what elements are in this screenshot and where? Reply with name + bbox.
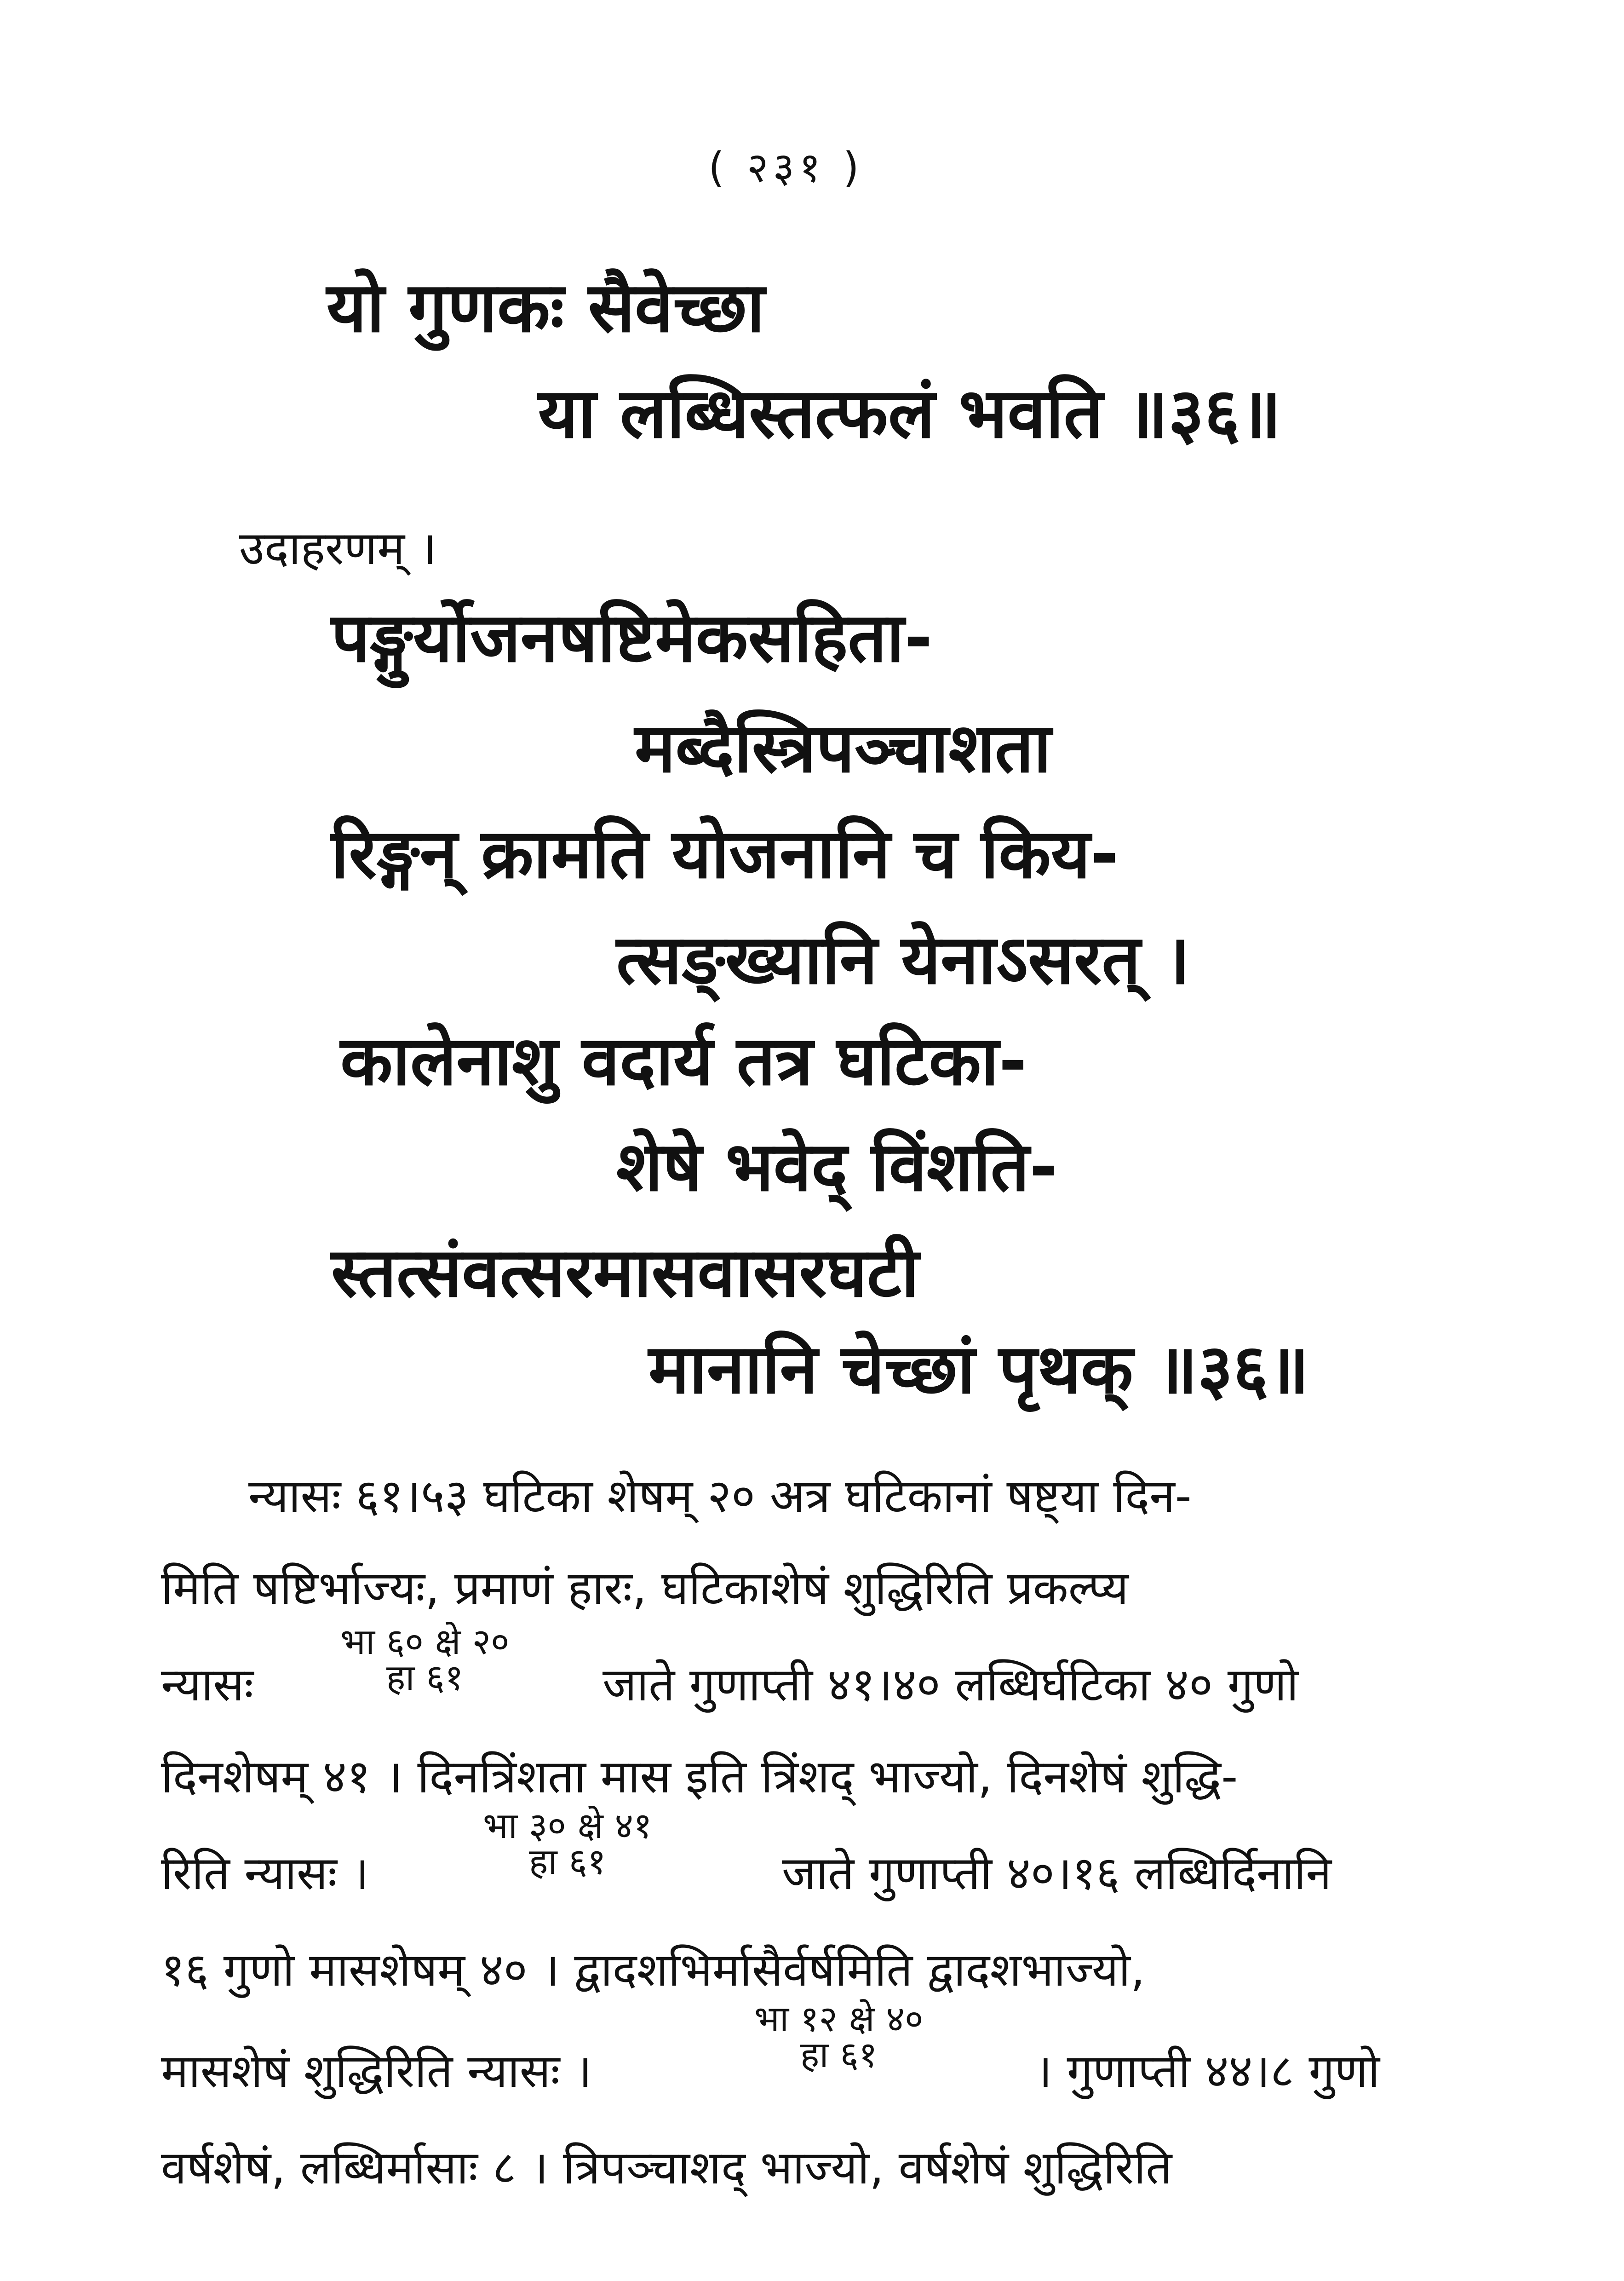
example-verse-line-2: मब्दैस्त्रिपञ्चाशता bbox=[635, 708, 1051, 788]
example-verse-line-7: स्तत्संवत्सरमासवासरघटी bbox=[331, 1233, 919, 1312]
fraction-1-top: भा ६० क्षे २० bbox=[340, 1621, 510, 1663]
rule-verse-line-1: यो गुणकः सैवेच्छा bbox=[327, 268, 765, 348]
fraction-3-top: भा १२ क्षे ४० bbox=[754, 1999, 924, 2040]
commentary-line-1: न्यासः ६१।५३ घटिका शेषम् २० अत्र घटिकानां षष्ट्या दिन- bbox=[248, 1469, 1192, 1523]
fraction-3-bottom: हा ६१ bbox=[800, 2034, 878, 2076]
example-verse-line-3: रिङ्गन् क्रामति योजनानि च किय- bbox=[331, 814, 1119, 893]
commentary-line-2: मिति षष्टिर्भाज्यः, प्रमाणं हारः, घटिकाशेषं शुद्धिरिति प्रकल्प्य bbox=[161, 1561, 1129, 1615]
fraction-1-bottom: हा ६१ bbox=[386, 1657, 464, 1699]
commentary-line-5-end: जाते गुणाप्ती ४०।१६ लब्धिर्दिनानि bbox=[782, 1846, 1331, 1900]
fraction-2-top: भा ३० क्षे ४१ bbox=[483, 1805, 652, 1847]
example-label: उदाहरणम् । bbox=[239, 521, 437, 575]
example-verse-line-1: पङ्गुर्योजनषष्टिमेकसहिता- bbox=[331, 598, 933, 677]
commentary-line-7-start: मासशेषं शुद्धिरिति न्यासः । bbox=[161, 2044, 592, 2098]
example-verse-line-4: त्सङ्ख्यानि येनाऽसरत् । bbox=[616, 920, 1190, 999]
fraction-2-bottom: हा ६१ bbox=[529, 1841, 606, 1883]
nyasa-fraction-1 bbox=[340, 1621, 510, 1699]
example-verse-line-6: शेषे भवेद् विंशति- bbox=[616, 1127, 1058, 1206]
commentary-line-8: वर्षशेषं, लब्धिर्मासाः ८ । त्रिपञ्चाशद् भाज्यो, वर्षशेषं शुद्धिरिति bbox=[161, 2141, 1172, 2195]
commentary-line-7-end: । गुणाप्ती ४४।८ गुणो bbox=[1035, 2044, 1380, 2098]
example-verse-line-8: मानानि चेच्छां पृथक् ॥३६॥ bbox=[648, 1330, 1309, 1409]
nyasa-fraction-3 bbox=[754, 1999, 924, 2076]
commentary-line-6: १६ गुणो मासशेषम् ४० । द्वादशभिर्मासैर्वर्षमिति द्वादशभाज्यो, bbox=[161, 1943, 1145, 1997]
commentary-line-4: दिनशेषम् ४१ । दिनत्रिंशता मास इति त्रिंशद् भाज्यो, दिनशेषं शुद्धि- bbox=[161, 1750, 1238, 1803]
commentary-line-3-start: न्यासः bbox=[161, 1658, 254, 1711]
nyasa-fraction-2 bbox=[483, 1805, 652, 1883]
commentary-line-5-start: रिति न्यासः । bbox=[161, 1846, 369, 1900]
page-number: ( २३१ ) bbox=[708, 144, 864, 192]
commentary-line-3-end: जाते गुणाप्ती ४१।४० लब्धिर्घटिका ४० गुणो bbox=[603, 1658, 1299, 1711]
example-verse-line-5: कालेनाशु वदार्य तत्र घटिका- bbox=[340, 1021, 1027, 1100]
rule-verse-line-2: या लब्धिस्तत्फलं भवति ॥३६॥ bbox=[538, 374, 1282, 454]
